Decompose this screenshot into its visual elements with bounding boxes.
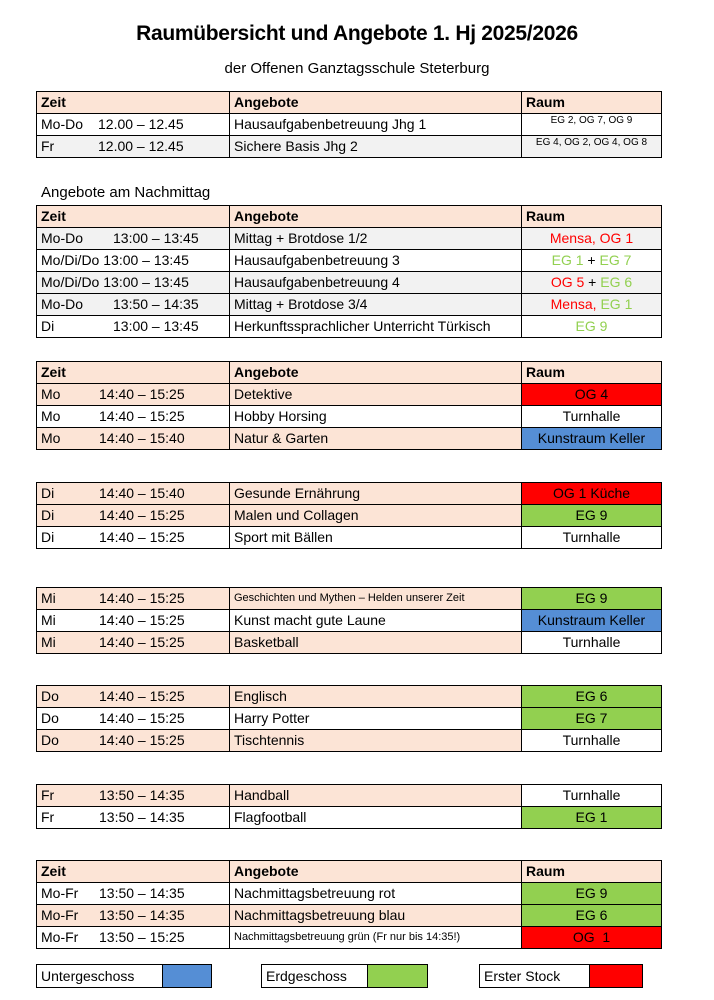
col-raum: Raum bbox=[522, 92, 662, 114]
day: Do bbox=[41, 710, 59, 726]
table-row bbox=[37, 428, 662, 450]
offer: Gesunde Ernährung bbox=[230, 483, 522, 505]
time: 13:50 – 14:35 bbox=[99, 809, 185, 825]
table-row bbox=[37, 905, 662, 927]
table-row bbox=[37, 136, 662, 158]
time: 13:00 – 13:45 bbox=[113, 230, 199, 246]
time: 13:50 – 14:35 bbox=[99, 907, 185, 923]
table-row bbox=[37, 483, 662, 505]
offer: Detektive bbox=[230, 384, 522, 406]
room: EG 9 bbox=[522, 316, 662, 338]
page-title: Raumübersicht und Angebote 1. Hj 2025/2026 bbox=[136, 22, 578, 45]
table-row bbox=[37, 730, 662, 752]
thursday-table bbox=[36, 685, 662, 752]
room: Turnhalle bbox=[522, 730, 662, 752]
legend-swatch-red bbox=[590, 965, 642, 987]
day: Mo-Do bbox=[41, 230, 84, 246]
offer: Basketball bbox=[230, 632, 522, 654]
table-row bbox=[37, 527, 662, 549]
room: OG 4 bbox=[522, 384, 662, 406]
room: EG 6 bbox=[522, 905, 662, 927]
day: Do bbox=[41, 688, 59, 704]
offer: Sichere Basis Jhg 2 bbox=[230, 136, 522, 158]
room: Turnhalle bbox=[522, 632, 662, 654]
time: 14:40 – 15:25 bbox=[99, 386, 185, 402]
room: Mensa, EG 1 bbox=[522, 294, 662, 316]
col-zeit: Zeit bbox=[37, 861, 230, 883]
room: EG 9 bbox=[522, 588, 662, 610]
time: 14:40 – 15:25 bbox=[99, 634, 185, 650]
table-row bbox=[37, 272, 662, 294]
room: EG 7 bbox=[522, 708, 662, 730]
day: Mo bbox=[41, 408, 61, 424]
day: Fr bbox=[41, 138, 55, 154]
offer: Handball bbox=[230, 785, 522, 807]
day: Mi bbox=[41, 612, 56, 628]
time: 14:40 – 15:25 bbox=[99, 529, 185, 545]
monday-table bbox=[36, 361, 662, 450]
day: Mi bbox=[41, 590, 56, 606]
offer: Mittag + Brotdose 1/2 bbox=[230, 228, 522, 250]
table-row bbox=[37, 927, 662, 949]
day: Fr bbox=[41, 787, 55, 803]
offer: Tischtennis bbox=[230, 730, 522, 752]
day: Di bbox=[41, 529, 55, 545]
wednesday-table bbox=[36, 587, 662, 654]
room: Kunstraum Keller bbox=[522, 610, 662, 632]
table-row bbox=[37, 316, 662, 338]
care-table bbox=[36, 860, 662, 949]
time: 13:50 – 14:35 bbox=[99, 787, 185, 803]
day: Do bbox=[41, 732, 59, 748]
room: Turnhalle bbox=[522, 785, 662, 807]
day: Fr bbox=[41, 809, 55, 825]
legend-erster-stock bbox=[479, 964, 643, 988]
legend-erdgeschoss bbox=[261, 964, 428, 988]
time: 14:40 – 15:40 bbox=[99, 430, 185, 446]
offer: Harry Potter bbox=[230, 708, 522, 730]
legend-label: Erster Stock bbox=[480, 965, 590, 987]
room: EG 2, OG 7, OG 9 bbox=[522, 114, 662, 136]
page-subtitle: der Offenen Ganztagsschule Steterburg bbox=[224, 60, 490, 77]
table-row bbox=[37, 686, 662, 708]
time: 14:40 – 15:25 bbox=[99, 408, 185, 424]
day: Di bbox=[41, 485, 55, 501]
offer: Herkunftssprachlicher Unterricht Türkisch bbox=[230, 316, 522, 338]
offer: Hausaufgabenbetreuung Jhg 1 bbox=[230, 114, 522, 136]
room: EG 6 bbox=[522, 686, 662, 708]
table-row bbox=[37, 384, 662, 406]
day: Mo-Do bbox=[41, 116, 84, 132]
table-row bbox=[37, 588, 662, 610]
table-header bbox=[37, 92, 662, 114]
time: 14:40 – 15:25 bbox=[99, 732, 185, 748]
table-row bbox=[37, 406, 662, 428]
day: Mo-Fr bbox=[41, 885, 79, 901]
midday-table bbox=[36, 91, 662, 158]
room: EG 9 bbox=[522, 883, 662, 905]
room: OG 5 + EG 6 bbox=[522, 272, 662, 294]
col-zeit: Zeit bbox=[37, 206, 230, 228]
table-row bbox=[37, 114, 662, 136]
day: Di bbox=[41, 507, 55, 523]
offer: Geschichten und Mythen – Helden unserer Zeit bbox=[230, 588, 522, 610]
day: Mo/Di/Do bbox=[41, 252, 100, 268]
col-angebote: Angebote bbox=[230, 861, 522, 883]
col-zeit: Zeit bbox=[37, 362, 230, 384]
offer: Malen und Collagen bbox=[230, 505, 522, 527]
day: Mo-Fr bbox=[41, 907, 79, 923]
table-row bbox=[37, 294, 662, 316]
table-header bbox=[37, 362, 662, 384]
offer: Englisch bbox=[230, 686, 522, 708]
table-row bbox=[37, 807, 662, 829]
friday-table bbox=[36, 784, 662, 829]
time: 14:40 – 15:25 bbox=[99, 710, 185, 726]
legend-swatch-blue bbox=[163, 965, 211, 987]
table-row bbox=[37, 505, 662, 527]
time: 13:50 – 15:25 bbox=[99, 929, 185, 945]
col-angebote: Angebote bbox=[230, 92, 522, 114]
section-label-afternoon: Angebote am Nachmittag bbox=[41, 184, 211, 201]
time: 14:40 – 15:25 bbox=[99, 612, 185, 628]
offer: Natur & Garten bbox=[230, 428, 522, 450]
time: 14:40 – 15:25 bbox=[99, 688, 185, 704]
legend-label: Untergeschoss bbox=[37, 965, 163, 987]
day: Mo bbox=[41, 386, 61, 402]
col-zeit: Zeit bbox=[37, 92, 230, 114]
col-raum: Raum bbox=[522, 861, 662, 883]
time: 12.00 – 12.45 bbox=[98, 138, 184, 154]
tuesday-table bbox=[36, 482, 662, 549]
day: Mo-Fr bbox=[41, 929, 79, 945]
room: OG 1 bbox=[522, 927, 662, 949]
day: Mi bbox=[41, 634, 56, 650]
table-row bbox=[37, 228, 662, 250]
table-row bbox=[37, 785, 662, 807]
table-header bbox=[37, 861, 662, 883]
table-row bbox=[37, 610, 662, 632]
legend-swatch-green bbox=[368, 965, 427, 987]
offer: Hausaufgabenbetreuung 3 bbox=[230, 250, 522, 272]
offer: Flagfootball bbox=[230, 807, 522, 829]
room: OG 1 Küche bbox=[522, 483, 662, 505]
offer: Sport mit Bällen bbox=[230, 527, 522, 549]
legend-untergeschoss bbox=[36, 964, 212, 988]
col-angebote: Angebote bbox=[230, 362, 522, 384]
time: 13:00 – 13:45 bbox=[113, 318, 199, 334]
room: EG 9 bbox=[522, 505, 662, 527]
day: Mo/Di/Do bbox=[41, 274, 100, 290]
offer: Nachmittagsbetreuung grün (Fr nur bis 14:35!) bbox=[230, 927, 522, 949]
room: Turnhalle bbox=[522, 527, 662, 549]
table-row bbox=[37, 250, 662, 272]
day: Mo-Do bbox=[41, 296, 84, 312]
day: Di bbox=[41, 318, 55, 334]
col-raum: Raum bbox=[522, 362, 662, 384]
room: EG 1 bbox=[522, 807, 662, 829]
room: Turnhalle bbox=[522, 406, 662, 428]
col-angebote: Angebote bbox=[230, 206, 522, 228]
time: 14:40 – 15:25 bbox=[99, 590, 185, 606]
time: 14:40 – 15:25 bbox=[99, 507, 185, 523]
legend-label: Erdgeschoss bbox=[262, 965, 368, 987]
room: Mensa, OG 1 bbox=[522, 228, 662, 250]
day: Mo bbox=[41, 430, 61, 446]
time: 13:50 – 14:35 bbox=[113, 296, 199, 312]
offer: Nachmittagsbetreuung rot bbox=[230, 883, 522, 905]
table-row bbox=[37, 708, 662, 730]
room: EG 1 + EG 7 bbox=[522, 250, 662, 272]
room: EG 4, OG 2, OG 4, OG 8 bbox=[522, 136, 662, 158]
afternoon-table bbox=[36, 205, 662, 338]
offer: Nachmittagsbetreuung blau bbox=[230, 905, 522, 927]
offer: Hausaufgabenbetreuung 4 bbox=[230, 272, 522, 294]
offer: Mittag + Brotdose 3/4 bbox=[230, 294, 522, 316]
time: 14:40 – 15:40 bbox=[99, 485, 185, 501]
table-header bbox=[37, 206, 662, 228]
time: 12.00 – 12.45 bbox=[98, 116, 184, 132]
time: 13:50 – 14:35 bbox=[99, 885, 185, 901]
room: Kunstraum Keller bbox=[522, 428, 662, 450]
time: 13:00 – 13:45 bbox=[103, 252, 189, 268]
time: 13:00 – 13:45 bbox=[103, 274, 189, 290]
offer: Hobby Horsing bbox=[230, 406, 522, 428]
col-raum: Raum bbox=[522, 206, 662, 228]
offer: Kunst macht gute Laune bbox=[230, 610, 522, 632]
table-row bbox=[37, 632, 662, 654]
table-row bbox=[37, 883, 662, 905]
